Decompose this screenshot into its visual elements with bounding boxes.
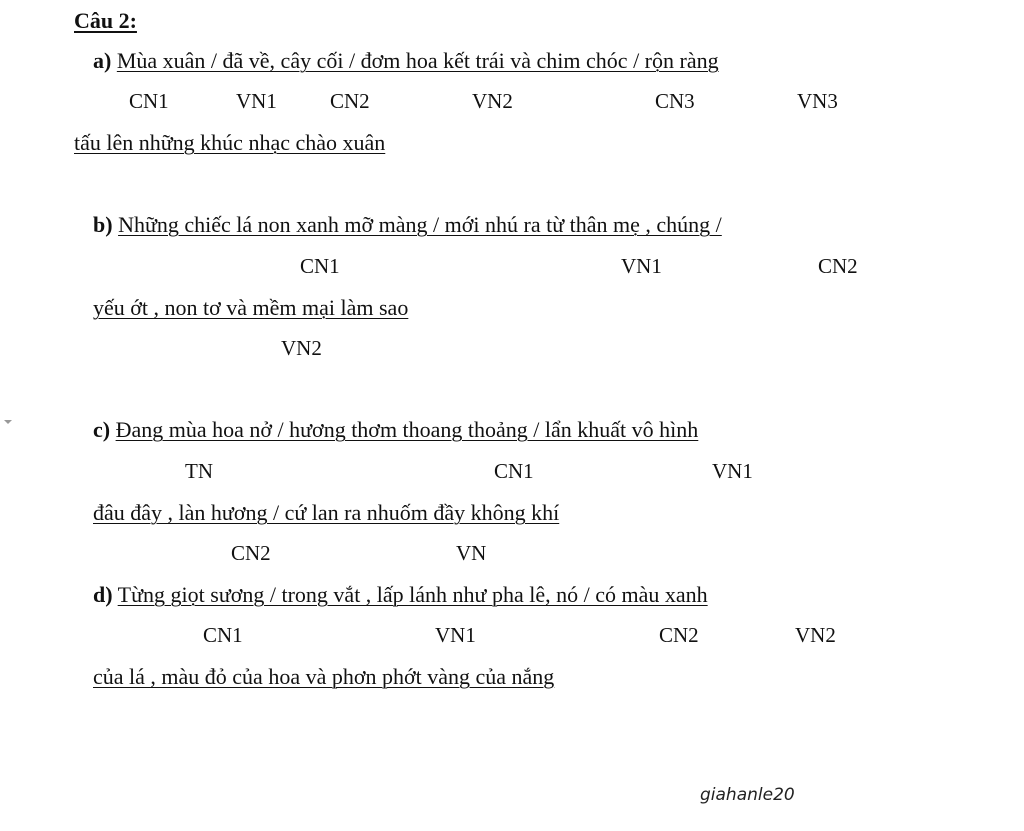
part-b-marker: b) — [93, 212, 113, 237]
part-c-label-cn1: CN1 — [494, 459, 534, 483]
part-a-label-cn1: CN1 — [129, 89, 169, 113]
part-d-sentence: Từng giọt sương / trong vắt , lấp lánh như pha lê, nó / có màu xanh — [117, 582, 708, 607]
part-b-line2: yếu ớt , non tơ và mềm mại làm sao — [93, 295, 409, 320]
part-a-label-vn2: VN2 — [472, 89, 513, 113]
part-b-label-vn2: VN2 — [281, 336, 322, 360]
part-c-label-cn2: CN2 — [231, 541, 271, 565]
part-c-marker: c) — [93, 417, 111, 442]
part-a-label-cn2: CN2 — [330, 89, 370, 113]
part-b-label-cn2: CN2 — [818, 254, 858, 278]
part-a-marker: a) — [93, 48, 112, 73]
part-b-label-cn1: CN1 — [300, 254, 340, 278]
part-b-line1 — [93, 212, 722, 238]
part-d-line1 — [93, 582, 708, 608]
part-c-line2: đâu đây , làn hương / cứ lan ra nhuốm đầy không khí — [93, 500, 560, 525]
author-watermark: giahanle20 — [700, 785, 795, 805]
part-b-sentence: Những chiếc lá non xanh mỡ màng / mới nhú ra từ thân mẹ , chúng / — [118, 212, 722, 237]
part-c-line1 — [93, 417, 698, 443]
part-b-label-vn1: VN1 — [621, 254, 662, 278]
part-c-label-vn: VN — [456, 541, 487, 565]
part-a-label-vn1: VN1 — [236, 89, 277, 113]
part-c-label-vn1: VN1 — [712, 459, 753, 483]
part-a-label-vn3: VN3 — [797, 89, 838, 113]
part-d-line2: của lá , màu đỏ của hoa và phơn phớt vàng của nắng — [93, 664, 555, 689]
margin-arrow-icon — [4, 420, 12, 424]
part-a-sentence: Mùa xuân / đã về, cây cối / đơm hoa kết trái và chim chóc / rộn ràng — [116, 48, 719, 73]
part-a-line1 — [93, 48, 719, 74]
part-c-sentence: Đang mùa hoa nở / hương thơm thoang thoảng / lẩn khuất vô hình — [115, 417, 699, 442]
part-d-label-cn2: CN2 — [659, 623, 699, 647]
part-a-label-cn3: CN3 — [655, 89, 695, 113]
part-d-label-cn1: CN1 — [203, 623, 243, 647]
part-d-label-vn1: VN1 — [435, 623, 476, 647]
part-d-label-vn2: VN2 — [795, 623, 836, 647]
part-a-line2: tấu lên những khúc nhạc chào xuân — [74, 130, 386, 155]
part-d-marker: d) — [93, 582, 113, 607]
question-title: Câu 2: — [74, 8, 137, 33]
part-c-label-tn: TN — [185, 459, 213, 483]
